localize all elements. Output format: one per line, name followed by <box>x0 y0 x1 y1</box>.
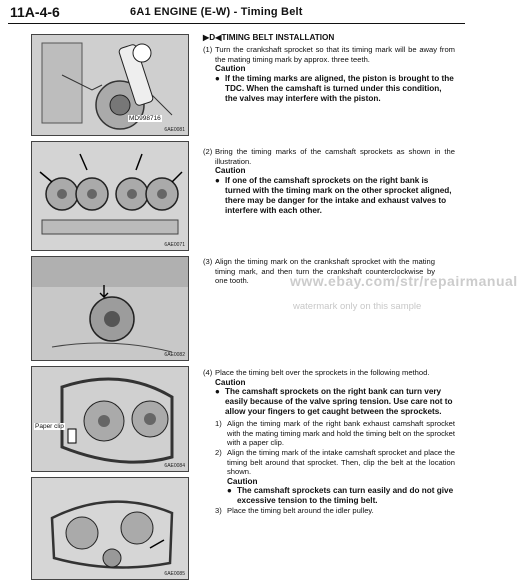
substep-number: 3) <box>215 506 222 516</box>
illustration-belt-routing <box>32 478 188 579</box>
step-text: Align the timing mark on the crankshaft sprocket with the mating timing mark, and then turn the crankshaft counterclockwise by one tooth. <box>215 257 435 286</box>
step-2 <box>203 147 455 216</box>
step-text: Turn the crankshaft sprocket so that its timing mark will be away from the mating timing mark by approx. three teeth. <box>215 45 455 64</box>
page-number: 11A-4-6 <box>10 4 60 20</box>
header-rule <box>8 23 465 24</box>
figure-camshaft-sprockets <box>31 141 189 251</box>
page-header <box>0 0 473 26</box>
step-4 <box>203 368 455 516</box>
step-text: Place the timing belt over the sprockets in the following method. <box>215 368 430 377</box>
substep-text: Place the timing belt around the idler pulley. <box>227 506 374 516</box>
figure-code: 6AE0085 <box>164 571 185 577</box>
step-text: Bring the timing marks of the camshaft sprockets as shown in the illustration. <box>215 147 455 166</box>
substep-number: 2) <box>215 447 222 457</box>
figure-sprocket-tool <box>31 34 189 136</box>
caution-text: The camshaft sprockets can turn easily and do not give excessive tension to the timing belt. <box>237 486 454 506</box>
illustration-paper-clip-belt <box>32 367 188 471</box>
illustration-camshaft-timing-marks <box>32 142 188 250</box>
step-number: (4) <box>203 368 213 377</box>
caution-label: Caution <box>215 377 246 387</box>
figure-idler-pulley <box>31 477 189 580</box>
caution-label: Caution <box>215 64 246 74</box>
caution-text: If the timing marks are aligned, the piston is brought to the TDC. When the camshaft is turned under this condition, the valves may interfere with the piston. <box>225 73 454 103</box>
section-title: TIMING BELT INSTALLATION <box>221 33 335 42</box>
caution-label: Caution <box>227 476 258 486</box>
tool-label: MD998716 <box>129 115 161 122</box>
section-marker: ▶D◀ <box>203 33 222 42</box>
caution-label: Caution <box>215 166 246 176</box>
step-number: (3) <box>203 257 213 266</box>
bullet-icon: ● <box>215 387 220 397</box>
figure-code: 6AE0082 <box>164 352 185 358</box>
section-heading <box>203 33 455 45</box>
figure-timing-belt-clip <box>31 366 189 472</box>
illustration-crankshaft-timing-mark <box>32 257 188 360</box>
bullet-icon: ● <box>227 486 232 496</box>
figure-crankshaft-timing <box>31 256 189 361</box>
substep-number: 1) <box>215 419 222 429</box>
substep-text: Align the timing mark of the intake camshaft sprocket and place the timing belt around that sprocket. Then, clip the belt at the location shown. <box>227 447 455 477</box>
figure-code: 6AE0081 <box>164 127 185 133</box>
page-title: 6A1 ENGINE (E-W) - Timing Belt <box>130 6 303 18</box>
paper-clip-label: Paper clip <box>35 423 64 430</box>
watermark-note: watermark only on this sample <box>293 301 422 312</box>
step-number: (2) <box>203 147 213 156</box>
figure-code: 6AE0071 <box>164 242 185 248</box>
step-number: (1) <box>203 45 213 54</box>
step-1 <box>203 45 455 104</box>
bullet-icon: ● <box>215 73 220 83</box>
caution-text: The camshaft sprockets on the right bank can turn very easily because of the valve spring tension. Use care not to allow your fingers to get caught between the sprockets. <box>225 387 453 417</box>
figure-code: 6AE0084 <box>164 463 185 469</box>
illustration-crankshaft-tool <box>32 35 188 135</box>
bullet-icon: ● <box>215 175 220 185</box>
substep-text: Align the timing mark of the right bank exhaust camshaft sprocket with the mating timing mark and hold the timing belt on the sprocket with a paper clip. <box>227 419 455 448</box>
watermark-site: www.ebay.com/str/repairmanual <box>290 273 518 289</box>
caution-text: If one of the camshaft sprockets on the right bank is turned with the timing mark on the other sprocket aligned, there may be danger for the intake and exhaust valves to interfere with each other. <box>225 175 452 215</box>
